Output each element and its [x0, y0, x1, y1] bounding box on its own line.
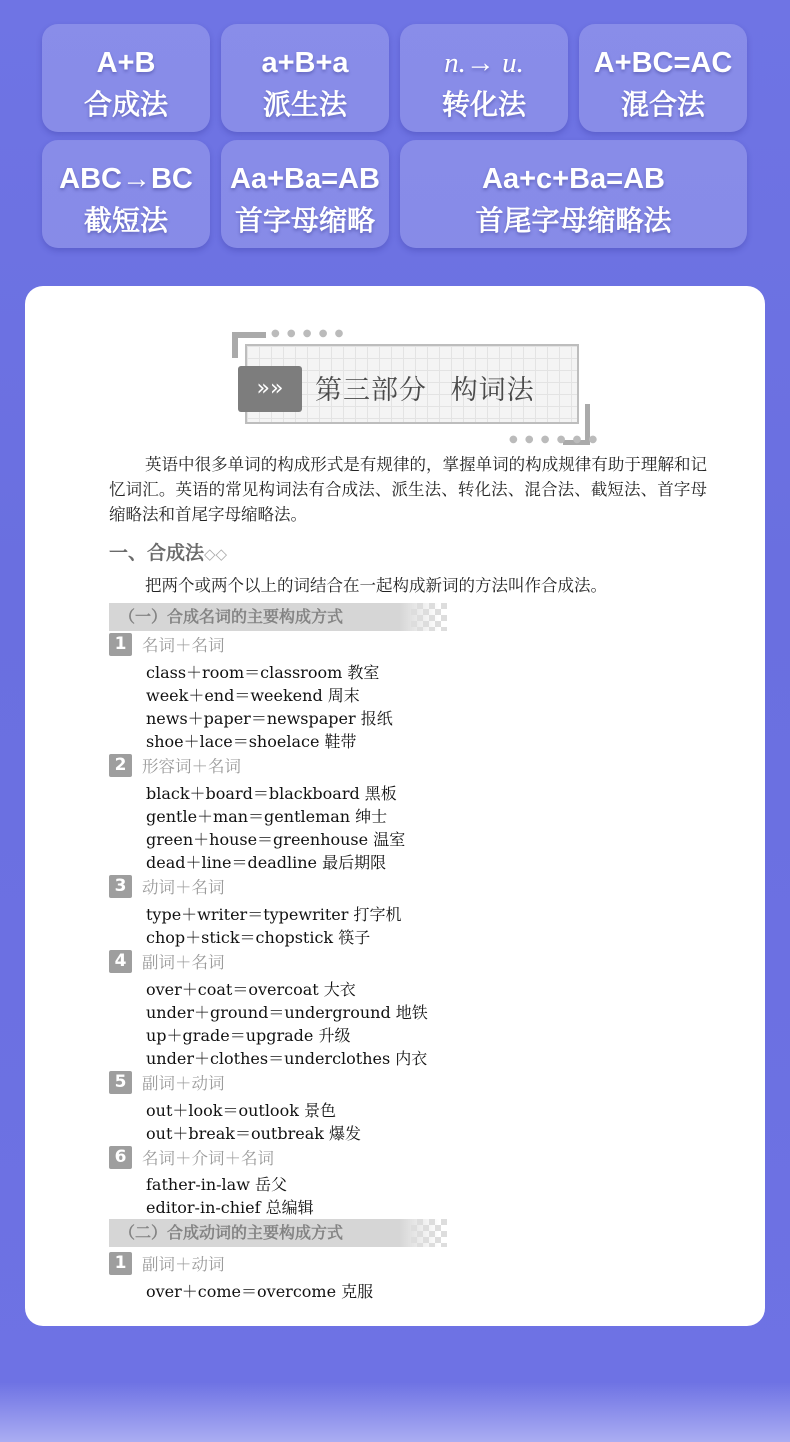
- bottom-glow: [0, 1382, 790, 1442]
- page-title: 第三部分 构词法: [315, 375, 535, 406]
- tile-name: 首尾字母缩略法: [475, 205, 672, 236]
- tile-formula: A+B: [96, 47, 156, 79]
- pattern-label: 名词＋介词＋名词: [142, 1149, 274, 1168]
- example-line: editor-in-chief 总编辑: [146, 1198, 314, 1217]
- method-tile-initial-final-acronym: [400, 140, 747, 248]
- tile-name: 派生法: [262, 89, 347, 120]
- example-line: type＋writer＝typewriter 打字机: [146, 905, 402, 924]
- diamond-icon: ◇◇: [204, 545, 228, 563]
- pattern-label: 动词＋名词: [142, 878, 225, 897]
- tile-name: 首字母缩略: [234, 205, 375, 236]
- example-line: news＋paper＝newspaper 报纸: [146, 709, 393, 728]
- example-line: under＋ground＝underground 地铁: [146, 1003, 428, 1022]
- tile-name: 转化法: [441, 89, 526, 120]
- pattern-label: 副词＋名词: [142, 953, 225, 972]
- chevrons-icon: »»: [238, 366, 302, 412]
- pattern-heading: [109, 949, 225, 973]
- pattern-heading: [109, 1145, 274, 1169]
- tile-name: 合成法: [83, 89, 168, 120]
- pattern-heading: [109, 632, 225, 656]
- checker-decoration: [411, 1219, 447, 1247]
- checker-decoration: [411, 603, 447, 631]
- pattern-heading: [109, 753, 241, 777]
- content-card: [25, 286, 765, 1326]
- number-badge: 2: [109, 754, 132, 777]
- tile-name: 混合法: [620, 89, 705, 120]
- tile-formula: A+BC=AC: [593, 47, 733, 79]
- section-description: 把两个或两个以上的词结合在一起构成新词的方法叫作合成法。: [145, 576, 607, 595]
- pattern-label: 形容词＋名词: [142, 757, 241, 776]
- intro-paragraph: 英语中很多单词的构成形式是有规律的，掌握单词的构成规律有助于理解和记忆词汇。英语的常见构词法有合成法、派生法、转化法、混合法、截短法、首字母缩略法和首尾字母缩略法。: [109, 455, 707, 524]
- pattern-heading: [109, 874, 225, 898]
- tile-formula: n.→ u.: [444, 47, 524, 79]
- tile-formula: a+B+a: [261, 47, 349, 79]
- method-tile-acronym: [221, 140, 389, 248]
- pattern-heading: [109, 1070, 225, 1094]
- example-line: over＋come＝overcome 克服: [146, 1282, 374, 1301]
- example-line: shoe＋lace＝shoelace 鞋带: [146, 732, 357, 751]
- decor-dots: ● ● ● ● ●: [271, 328, 346, 339]
- pattern-label: 副词＋动词: [142, 1074, 225, 1093]
- subsection-title: （一）合成名词的主要构成方式: [119, 607, 344, 626]
- decor-dots: ● ● ● ● ● ●: [509, 434, 600, 445]
- tile-formula: Aa+Ba=AB: [230, 163, 380, 195]
- example-line: under＋clothes＝underclothes 内衣: [146, 1049, 428, 1068]
- example-line: gentle＋man＝gentleman 绅士: [146, 807, 388, 826]
- example-line: week＋end＝weekend 周末: [146, 686, 360, 705]
- tile-formula: Aa+c+Ba=AB: [482, 163, 665, 195]
- number-badge: 4: [109, 950, 132, 973]
- number-badge: 5: [109, 1071, 132, 1094]
- example-line: black＋board＝blackboard 黑板: [146, 784, 397, 803]
- example-line: over＋coat＝overcoat 大衣: [146, 980, 356, 999]
- subsection-band-nouns: [109, 603, 439, 631]
- subsection-band-verbs: [109, 1219, 439, 1247]
- number-badge: 1: [109, 633, 132, 656]
- example-line: chop＋stick＝chopstick 筷子: [146, 928, 371, 947]
- pattern-label: 名词＋名词: [142, 636, 225, 655]
- section-heading-text: 一、合成法: [109, 542, 205, 564]
- section-heading: [109, 538, 227, 565]
- example-line: class＋room＝classroom 教室: [146, 663, 380, 682]
- example-line: green＋house＝greenhouse 温室: [146, 830, 406, 849]
- pattern-heading: [109, 1251, 225, 1275]
- tile-name: 截短法: [83, 205, 168, 236]
- example-line: out＋look＝outlook 景色: [146, 1101, 336, 1120]
- method-tile-derivation: [221, 24, 389, 132]
- number-badge: 3: [109, 875, 132, 898]
- method-tile-conversion: [400, 24, 568, 132]
- pattern-label: 副词＋动词: [142, 1255, 225, 1274]
- number-badge: 1: [109, 1252, 132, 1275]
- method-tile-blending: [579, 24, 747, 132]
- method-tile-clipping: [42, 140, 210, 248]
- number-badge: 6: [109, 1146, 132, 1169]
- method-tile-compounding: [42, 24, 210, 132]
- example-line: father-in-law 岳父: [146, 1175, 287, 1194]
- example-line: up＋grade＝upgrade 升级: [146, 1026, 351, 1045]
- example-line: out＋break＝outbreak 爆发: [146, 1124, 362, 1143]
- tile-formula: ABC→BC: [59, 163, 193, 195]
- subsection-title: （二）合成动词的主要构成方式: [119, 1223, 344, 1242]
- example-line: dead＋line＝deadline 最后期限: [146, 853, 387, 872]
